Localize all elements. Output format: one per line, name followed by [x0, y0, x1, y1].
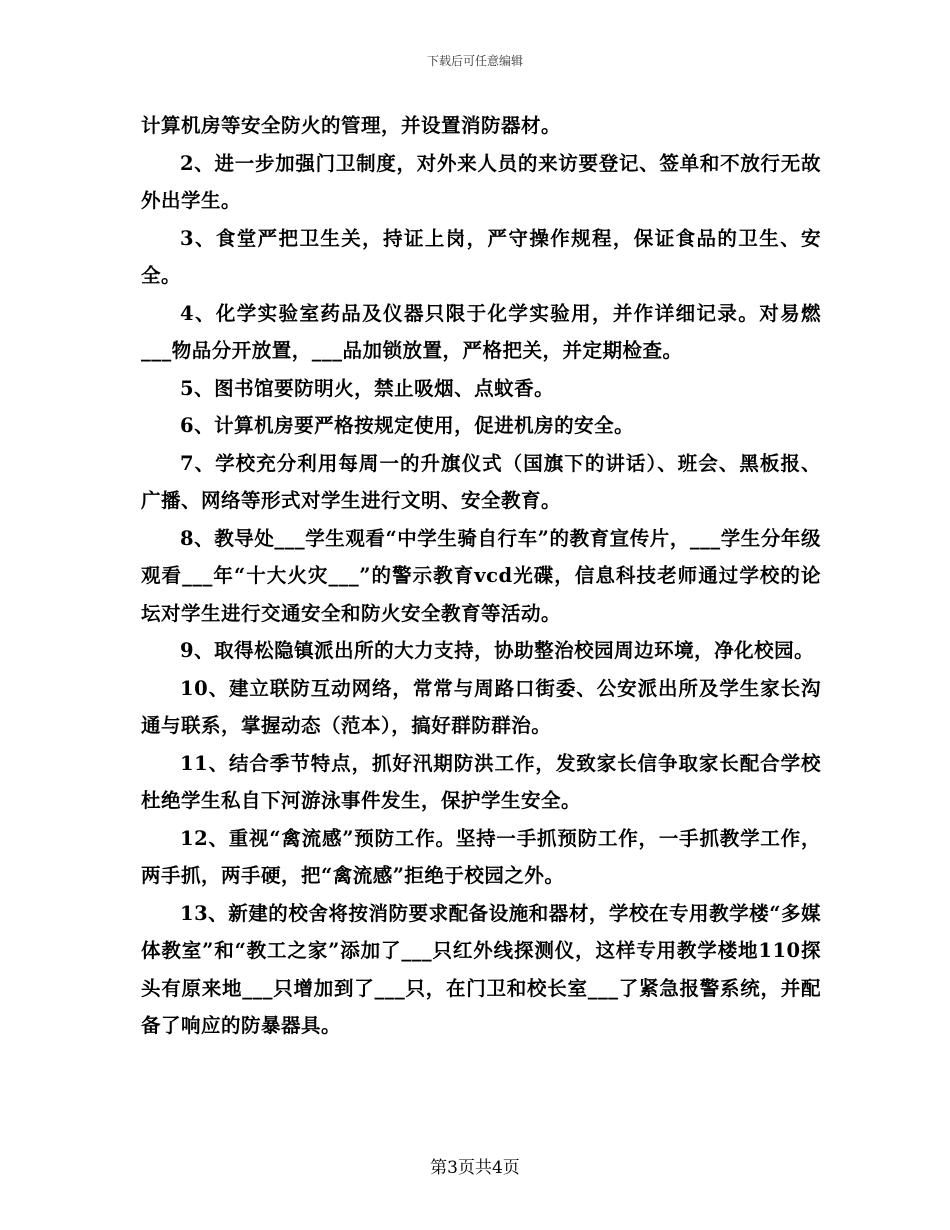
- paragraph: 13、新建的校舍将按消防要求配备设施和器材，学校在专用教学楼“多媒体教室”和“教工之家”添加了___只红外线探测仪，这样专用教学楼地110探头有原来地___只增加到了___只，在门卫和校长室___了紧急报警系统，并配备了响应的防暴器具。: [141, 901, 821, 1037]
- paragraph: 7、学校充分利用每周一的升旗仪式（国旗下的讲话）、班会、黑板报、广播、网络等形式对学生进行文明、安全教育。: [141, 451, 821, 512]
- body-text: [141, 107, 821, 1045]
- paragraph: 5、图书馆要防明火，禁止吸烟、点蚊香。: [180, 376, 555, 400]
- paragraph: 6、计算机房要严格按规定使用，促进机房的安全。: [180, 414, 635, 437]
- page-header: 下载后可任意编辑: [426, 54, 523, 68]
- paragraph: 9、取得松隐镇派出所的大力支持，协助整治校园周边环境，净化校园。: [180, 639, 815, 662]
- paragraph: 4、化学实验室药品及仪器只限于化学实验用，并作详细记录。对易燃___物品分开放置，___品加锁放置，严格把关，并定期检查。: [141, 301, 821, 362]
- paragraph: 2、进一步加强门卫制度，对外来人员的来访要登记、签单和不放行无故外出学生。: [141, 151, 821, 212]
- paragraph: 计算机房等安全防火的管理，并设置消防器材。: [141, 114, 562, 137]
- page-number-footer: 第3页共4页: [430, 1158, 520, 1178]
- paragraph: 3、食堂严把卫生关，持证上岗，严守操作规程，保证食品的卫生、安全。: [141, 226, 821, 287]
- paragraph: 12、重视“禽流感”预防工作。坚持一手抓预防工作，一手抓教学工作，两手抓，两手硬，把“禽流感”拒绝于校园之外。: [141, 826, 821, 887]
- paragraph: 8、教导处___学生观看“中学生骑自行车”的教育宣传片，___学生分年级观看___年“十大火灾___”的警示教育vcd光碟，信息科技老师通过学校的论坛对学生进行交通安全和防火安全教育等活动。: [141, 526, 821, 625]
- paragraph: 10、建立联防互动网络，常常与周路口街委、公安派出所及学生家长沟通与联系，掌握动态（范本），搞好群防群治。: [141, 676, 821, 737]
- paragraph: 11、结合季节特点，抓好汛期防洪工作，发致家长信争取家长配合学校杜绝学生私自下河游泳事件发生，保护学生安全。: [141, 751, 821, 812]
